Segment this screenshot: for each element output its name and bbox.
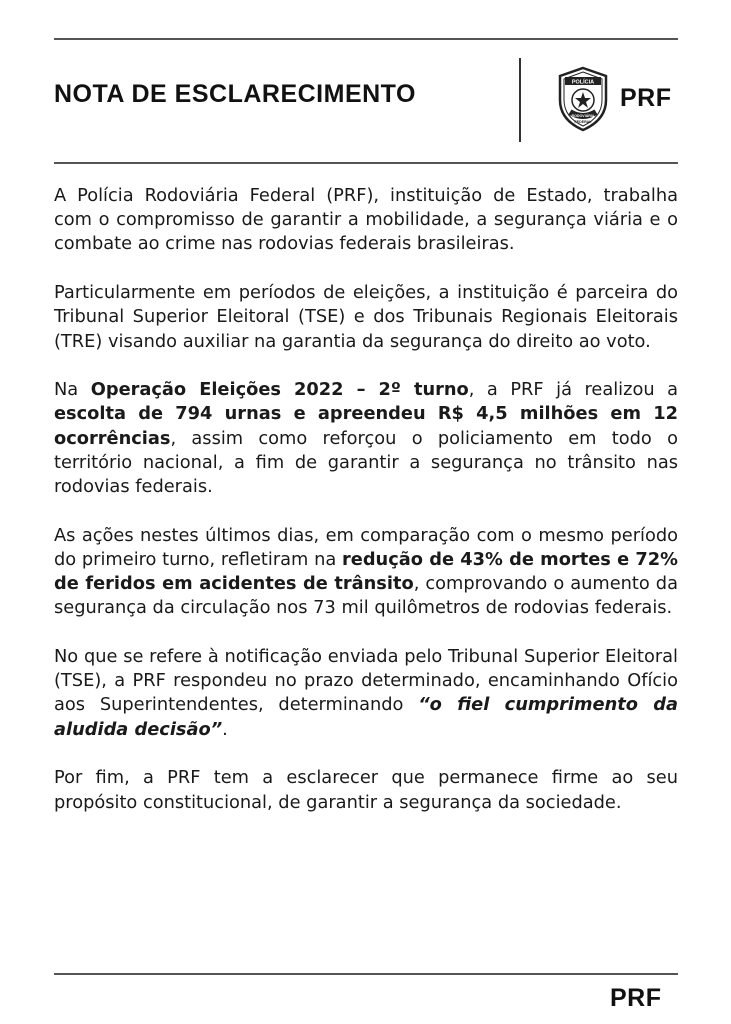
paragraph-5 [54,645,678,742]
note-body [54,184,678,839]
page-title: NOTA DE ESCLARECIMENTO [54,80,416,108]
p4-text-a: As ações nestes últimos dias, em comparação com o mesmo período do primeiro turno, refletiram na [54,524,678,570]
p4-reduction-highlight: redução de 43% de mortes e 72% de feridos em acidentes de trânsito [54,548,678,595]
p5-text-a: No que se refere à notificação enviada pelo Tribunal Superior Eleitoral (TSE), a PRF respondeu no prazo determinado, encaminhando Ofício aos Superintendentes, determinando [54,646,678,716]
badge-text-mid: RODOVIÁRIA [571,114,595,118]
header-bottom-rule [54,162,678,164]
paragraph-1: A Polícia Rodoviária Federal (PRF), instituição de Estado, trabalha com o compromisso de garantir a mobilidade, a segurança viária e o combate ao crime nas rodovias federais brasileiras. [54,185,678,255]
p3-operation-name: Operação Eleições 2022 – 2º turno [90,379,469,401]
paragraph-4 [54,524,678,621]
p3-results-highlight: escolta de 794 urnas e apreendeu R$ 4,5 milhões em 12 ocorrências [54,403,678,449]
prf-badge-icon [556,66,610,132]
paragraph-2: Particularmente em períodos de eleições, a instituição é parceira do Tribunal Superior Eleitoral (TSE) e dos Tribunais Regionais Eleitorais (TRE) visando auxiliar na garantia da segurança do direito ao voto. [54,282,678,352]
p5-quote-highlight: “o fiel cumprimento da aludida decisão” [54,694,678,740]
p5-text-c: . [222,718,228,740]
p3-text-e: , assim como reforçou o policiamento em todo o território nacional, a fim de garantir a segurança no trânsito nas rodovias federais. [54,427,678,498]
badge-text-top: POLÍCIA [571,79,595,86]
header [54,40,678,160]
p4-text-c: , comprovando o aumento da segurança da circulação nos 73 mil quilômetros de rodovias federais. [54,573,678,619]
footer-rule [54,973,678,975]
p3-text-c: , a PRF já realizou a [468,379,679,401]
paragraph-6: Por fim, a PRF tem a esclarecer que permanece firme ao seu propósito constitucional, de garantir a segurança da sociedade. [54,767,678,813]
paragraph-3 [54,378,678,499]
footer-brand-logo: PRF [610,984,662,1012]
p3-text-a: Na [54,379,91,401]
badge-text-bottom: FEDERAL [574,120,592,124]
header-brand-logo: PRF [620,84,672,112]
header-divider [519,58,521,142]
